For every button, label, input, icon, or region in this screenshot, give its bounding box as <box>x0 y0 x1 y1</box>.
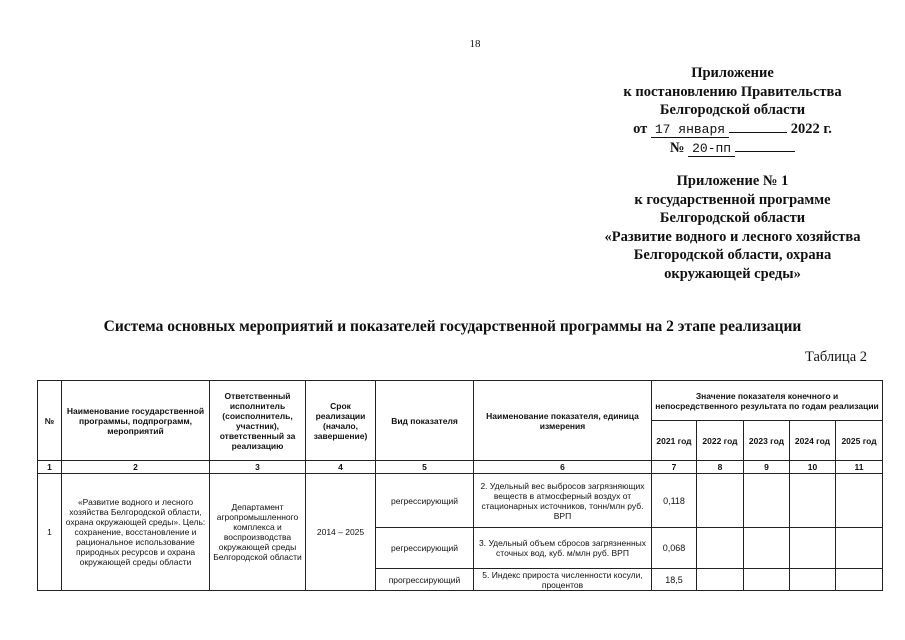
header-year: 2025 год <box>836 421 883 461</box>
appendix-program-line3: Белгородской области <box>659 210 806 226</box>
indicator-value-empty <box>790 474 836 528</box>
row-num: 1 <box>38 474 62 591</box>
indicator-name: 5. Индекс прироста численности косули, процентов <box>474 569 652 591</box>
column-number: 3 <box>210 461 306 474</box>
header-term: Срок реализации (начало, завершение) <box>306 381 376 461</box>
decree-number-line <box>560 139 905 159</box>
header-year: 2022 год <box>697 421 744 461</box>
header-executor: Ответственный исполнитель (соисполнитель, участник), ответственный за реализацию <box>210 381 306 461</box>
date-blank-line <box>729 120 787 133</box>
indicator-value-empty <box>697 569 744 591</box>
indicator-type: регрессирующий <box>376 528 474 569</box>
decree-date-handwritten: 17 января <box>651 122 729 138</box>
column-number: 11 <box>836 461 883 474</box>
header-indicator-name: Наименование показателя, единица измерения <box>474 381 652 461</box>
appendix-program-line1: Приложение № 1 <box>676 173 789 189</box>
appendix-program-block <box>565 172 900 283</box>
appendix-program-line6: окружающей среды» <box>664 265 801 282</box>
row-executor: Департамент агропромышленного комплекса и воспроизводства окружающей среды Белгородской области <box>210 474 306 591</box>
header-num: № <box>38 381 62 461</box>
column-number: 6 <box>474 461 652 474</box>
header-year: 2023 год <box>744 421 790 461</box>
column-number: 10 <box>790 461 836 474</box>
page-number: 18 <box>469 38 481 50</box>
indicator-value-empty <box>697 528 744 569</box>
indicator-value-empty <box>790 569 836 591</box>
number-blank-line <box>735 139 795 152</box>
appendix-program-line4: «Развитие водного и лесного хозяйства <box>604 228 861 245</box>
table-row <box>38 474 883 528</box>
indicator-value-empty <box>744 569 790 591</box>
header-indicator-type: Вид показателя <box>376 381 474 461</box>
appendix-decree-line3: Белгородской области <box>659 102 806 118</box>
decree-number-handwritten: 20-пп <box>688 141 735 157</box>
indicator-value-empty <box>697 474 744 528</box>
indicator-value-2021: 0,118 <box>652 474 697 528</box>
appendix-program-line5: Белгородской области, охрана <box>633 247 832 263</box>
row-term: 2014 – 2025 <box>306 474 376 591</box>
header-values-group: Значение показателя конечного и непосредственного результата по годам реализации <box>652 381 883 421</box>
appendix-program-line2: к государственной программе <box>634 191 831 208</box>
column-number: 4 <box>306 461 376 474</box>
appendix-decree-line2: к постановлению Правительства <box>623 83 842 100</box>
indicator-value-empty <box>790 528 836 569</box>
indicator-value-empty <box>836 528 883 569</box>
column-number: 5 <box>376 461 474 474</box>
table-header-row <box>38 381 883 421</box>
column-number: 1 <box>38 461 62 474</box>
table-label: Таблица 2 <box>804 349 867 365</box>
indicator-value-empty <box>836 474 883 528</box>
indicator-type: регрессирующий <box>376 474 474 528</box>
number-prefix: № <box>669 140 685 156</box>
indicator-name: 3. Удельный объем сбросов загрязненных сточных вод, куб. м/млн руб. ВРП <box>474 528 652 569</box>
column-number-row <box>38 461 883 474</box>
indicator-name: 2. Удельный вес выбросов загрязняющих веществ в атмосферный воздух от стационарных источников, тонн/млн руб. ВРП <box>474 474 652 528</box>
date-suffix: 2022 г. <box>790 120 832 137</box>
column-number: 7 <box>652 461 697 474</box>
row-program-name: «Развитие водного и лесного хозяйства Белгородской области, охрана окружающей среды». Цель: сохранение, восстановление и рациональное использование природных ресурсов и охрана окружающей среды области <box>62 474 210 591</box>
indicators-table <box>37 380 883 591</box>
indicator-value-empty <box>744 474 790 528</box>
indicator-value-2021: 18,5 <box>652 569 697 591</box>
header-name: Наименование государственной программы, подпрограмм, мероприятий <box>62 381 210 461</box>
header-year: 2021 год <box>652 421 697 461</box>
indicator-type: прогрессирующий <box>376 569 474 591</box>
date-prefix: от <box>633 120 648 137</box>
column-number: 2 <box>62 461 210 474</box>
column-number: 9 <box>744 461 790 474</box>
appendix-decree-line1: Приложение <box>691 65 774 81</box>
header-year: 2024 год <box>790 421 836 461</box>
appendix-decree-block <box>560 64 905 159</box>
column-number: 8 <box>697 461 744 474</box>
indicator-value-empty <box>744 528 790 569</box>
indicator-value-2021: 0,068 <box>652 528 697 569</box>
indicator-value-empty <box>836 569 883 591</box>
decree-date-line <box>560 120 905 140</box>
main-title: Система основных мероприятий и показателей государственной программы на 2 этапе реализации <box>103 318 802 335</box>
